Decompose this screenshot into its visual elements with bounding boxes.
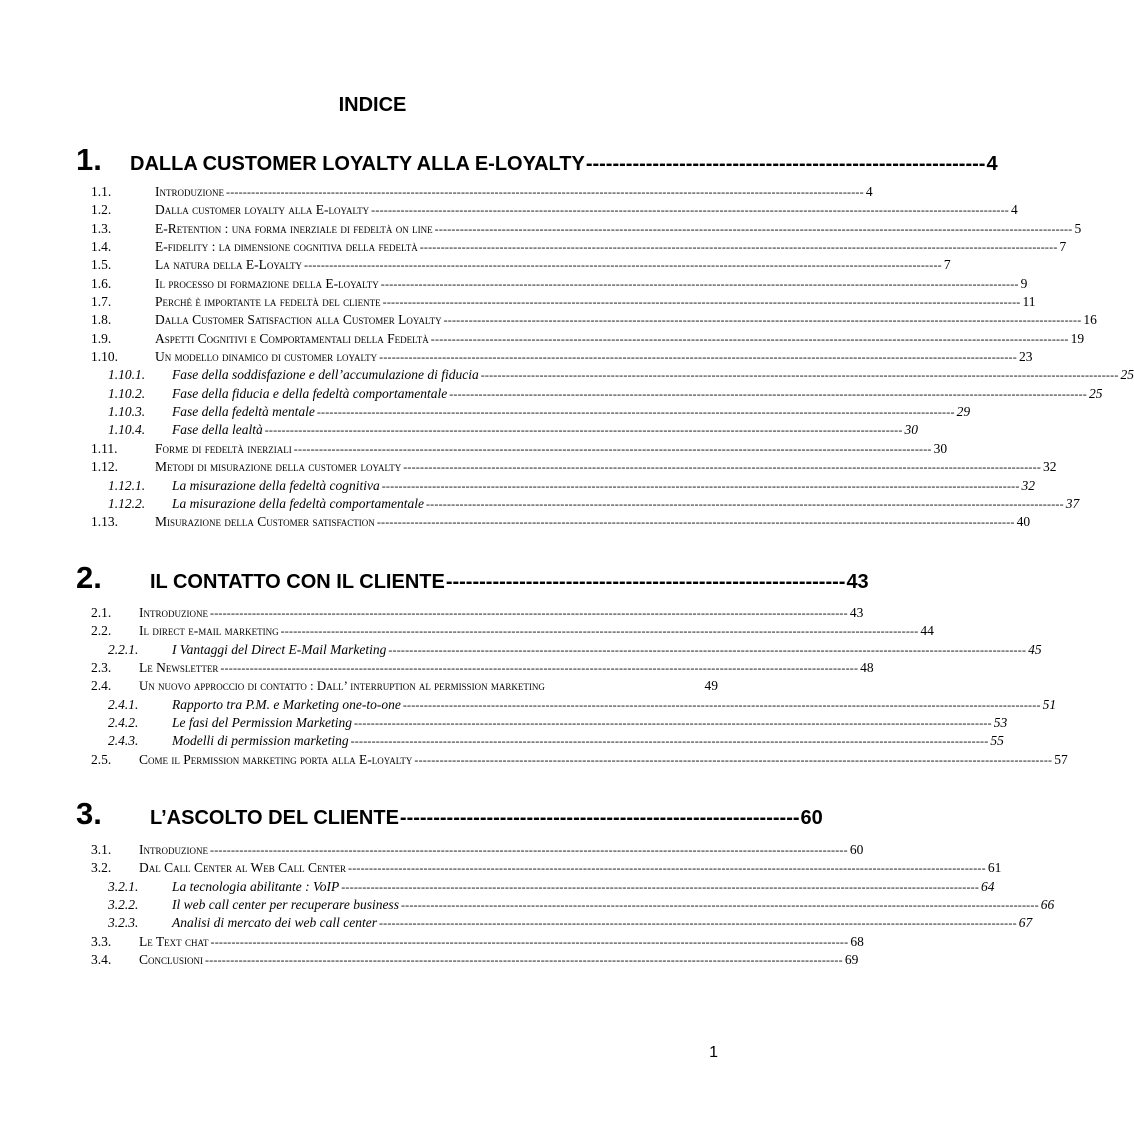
- toc-entry[interactable]: [91, 202, 1018, 220]
- entry-title: Analisi di mercato dei web call center: [172, 915, 377, 931]
- toc-entry[interactable]: [91, 459, 1057, 477]
- entry-number: 1.5.: [91, 257, 112, 273]
- toc-entry[interactable]: [91, 860, 1002, 878]
- entry-number: 1.2.: [91, 202, 112, 218]
- entry-title: Un nuovo approccio di contatto : Dall’ interruption al permission marketing: [139, 679, 545, 694]
- dot-leader: --------------------------------------------------------------------------------------------------------------------------------------------------------: [205, 953, 843, 968]
- dot-leader: --------------------------------------------------------------------------------------------------------------------------------------------------------: [264, 423, 903, 438]
- dot-leader: --------------------------------------------------------------------------------------------------------------------------------------------------------: [210, 843, 848, 857]
- toc-entry[interactable]: [91, 349, 1033, 367]
- entry-page: 32: [1021, 477, 1036, 493]
- entry-title: Rapporto tra P.M. e Marketing one-to-one: [172, 696, 401, 712]
- dot-leader: --------------------------------------------------------------------------------------------------------------------------------------------------------: [381, 478, 1020, 493]
- entry-page: 30: [904, 422, 919, 438]
- entry-title: Un modello dinamico di customer loyalty: [155, 349, 378, 365]
- entry-page: 51: [1042, 696, 1057, 712]
- entry-page: 55: [990, 733, 1004, 749]
- entry-number: 3.2.3.: [108, 915, 139, 931]
- entry-page: 16: [1083, 312, 1097, 328]
- entry-number: 3.1.: [91, 842, 112, 857]
- entry-title: Dal Call Center al Web Call Center: [139, 860, 346, 876]
- entry-title: La tecnologia abilitante : VoIP: [172, 878, 340, 894]
- toc-entry[interactable]: [91, 239, 1067, 257]
- dot-leader: --------------------------------------------------------------------------------------------------------------------------------------------------------: [400, 898, 1039, 913]
- entry-title: Fase della fedeltà mentale: [172, 404, 315, 420]
- dot-leader: --------------------------------------------------------------------------------------------------------------------------------------------------------: [382, 295, 1021, 310]
- entry-number: 3.2.2.: [108, 897, 139, 913]
- entry-title: Il web call center per recuperare business: [172, 897, 399, 913]
- entry-page: 9: [1020, 275, 1028, 291]
- dot-leader: --------------------------------------------------------------------------------------------------------------------------------------------------------: [371, 203, 1009, 218]
- dot-leader: --------------------------------------------------------------------------------------------------------------------------------------------------------: [304, 258, 942, 273]
- entry-title: Aspetti Cognitivi e Comportamentali della Fedeltà: [155, 330, 429, 346]
- entry-number: 1.10.: [91, 349, 118, 365]
- dot-leader: --------------------------------------------------------------------------------------------------------------------------------------------------------: [414, 752, 1053, 767]
- toc-subentry[interactable]: [91, 733, 1004, 751]
- entry-number: 1.10.3.: [108, 404, 146, 420]
- entry-number: 1.3.: [91, 220, 112, 236]
- entry-number: 1.12.2.: [108, 495, 146, 511]
- entry-number: 1.11.: [91, 440, 118, 456]
- dot-leader: --------------------------------------------------------------------------------------------------------------------------------------------------------: [350, 734, 989, 749]
- entry-page: 7: [1059, 239, 1067, 255]
- entry-number: 3.2.1.: [108, 878, 139, 894]
- entry-number: 3.4.: [91, 952, 112, 968]
- toc-entry[interactable]: [91, 294, 1036, 312]
- entry-number: 2.3.: [91, 660, 112, 676]
- toc-entry[interactable]: [91, 678, 718, 696]
- entry-title: I Vantaggi del Direct E-Mail Marketing: [172, 641, 387, 657]
- entry-page: 4: [1010, 202, 1018, 218]
- entry-page: 69: [844, 952, 859, 968]
- entry-title: Forme di fedeltà inerziali: [155, 440, 292, 456]
- dot-leader: --------------------------------------------------------------------------------------------------------------------------------------------------------: [316, 405, 955, 420]
- entry-page: 67: [1018, 915, 1033, 931]
- entry-page: 32: [1043, 459, 1057, 475]
- chapter-heading[interactable]: [76, 560, 869, 595]
- entry-page: 11: [1022, 294, 1036, 310]
- entry-number: 2.2.1.: [108, 641, 139, 657]
- entry-page: 19: [1070, 330, 1085, 346]
- toc-subentry[interactable]: [91, 915, 1033, 933]
- chapter-3-entries: [91, 842, 1055, 970]
- toc-entry[interactable]: [91, 514, 1031, 532]
- entry-page: 45: [1028, 641, 1042, 657]
- entry-title: La misurazione della fedeltà comportamentale: [172, 495, 424, 511]
- toc-entry[interactable]: [91, 312, 1097, 330]
- dot-leader: --------------------------------------------------------------------------------------------------------------------------------------------------------: [379, 350, 1017, 365]
- toc-subentry[interactable]: [91, 495, 1080, 514]
- chapter-number: 3.: [76, 796, 102, 831]
- entry-number: 2.4.1.: [108, 696, 139, 712]
- entry-page: 25: [1120, 367, 1134, 383]
- entry-title: Fase della soddisfazione e dell’accumulazione di fiducia: [172, 367, 479, 383]
- chapter-page: 43: [846, 571, 869, 593]
- entry-title: Misurazione della Customer satisfaction: [155, 514, 375, 530]
- dot-leader: --------------------------------------------------------------------------------------------------------------------------------------------------------: [380, 276, 1019, 291]
- entry-title: Metodi di misurazione della customer loyalty: [155, 459, 402, 475]
- entry-title: La misurazione della fedeltà cognitiva: [172, 477, 380, 493]
- dot-leader: --------------------------------------------------------------------------------------------------------------------------------------------------------: [378, 916, 1017, 931]
- toc-subentry[interactable]: [91, 715, 1008, 733]
- chapter-page: 60: [800, 807, 823, 829]
- dot-leader: --------------------------------------------------------------------------------------------------------------------------------------------------------: [480, 368, 1119, 383]
- chapter-1-entries: [91, 184, 1134, 533]
- chapter-2-entries: [91, 605, 1068, 770]
- entry-number: 1.9.: [91, 330, 112, 346]
- entry-number: 2.1.: [91, 605, 112, 620]
- entry-title: Conclusioni: [139, 952, 204, 968]
- entry-number: 2.2.: [91, 623, 112, 639]
- dot-leader: --------------------------------------------------------------------------------------------------------------------------------------------------------: [430, 331, 1069, 346]
- entry-page: 30: [933, 440, 948, 456]
- dot-leader: --------------------------------------------------------------------------------------------------------------------------------------------------------: [341, 879, 980, 894]
- entry-title: Introduzione: [155, 184, 224, 199]
- dot-leader: --------------------------------------------------------------------------------------------------------------------------------------------------------: [210, 606, 848, 620]
- entry-title: Le Text chat: [139, 933, 209, 949]
- entry-title: Introduzione: [139, 605, 208, 620]
- entry-page: 25: [1089, 385, 1103, 401]
- chapter-page: 4: [986, 153, 998, 175]
- toc-entry[interactable]: [91, 933, 864, 952]
- entry-page: 61: [987, 860, 1002, 876]
- entry-number: 1.12.: [91, 459, 118, 475]
- entry-title: Fase della fiducia e della fedeltà comportamentale: [172, 385, 448, 401]
- entry-number: 1.6.: [91, 275, 112, 291]
- entry-page: 37: [1065, 495, 1080, 511]
- entry-page: 57: [1054, 751, 1068, 767]
- toc-subentry[interactable]: [91, 404, 971, 422]
- entry-page: 43: [849, 605, 864, 620]
- entry-title: Perché è importante la fedeltà del cliente: [155, 294, 381, 310]
- chapter-title: DALLA CUSTOMER LOYALTY ALLA E-LOYALTY: [130, 153, 585, 175]
- entry-title: Introduzione: [139, 842, 208, 857]
- entry-number: 1.13.: [91, 514, 118, 530]
- entry-page: 29: [956, 404, 971, 420]
- entry-title: Le fasi del Permission Marketing: [172, 715, 352, 731]
- entry-title: Il direct e-mail marketing: [139, 623, 279, 639]
- dot-leader: --------------------------------------------------------------------------------------------------------------------------------------------------------: [353, 716, 992, 731]
- entry-title: E-Retention : una forma inerziale di fedeltà on line: [155, 220, 433, 236]
- toc-entry[interactable]: [91, 330, 1085, 349]
- toc-entry[interactable]: [91, 751, 1068, 770]
- dot-leader: --------------------------------------------------------------------------------------------------------------------------------------------------------: [210, 934, 849, 949]
- entry-number: 1.1.: [91, 184, 112, 199]
- dot-leader: --------------------------------------------------------------------------------------------------------------------------------------------------------: [443, 313, 1082, 328]
- entry-number: 2.4.3.: [108, 733, 139, 749]
- entry-page: 60: [849, 842, 864, 857]
- chapter-heading[interactable]: [76, 796, 823, 831]
- entry-number: 1.10.1.: [108, 367, 146, 383]
- toc-subentry[interactable]: [91, 422, 919, 440]
- chapter-title: L’ASCOLTO DEL CLIENTE: [150, 807, 399, 829]
- entry-number: 1.8.: [91, 312, 112, 328]
- entry-page: 64: [981, 878, 995, 894]
- dot-leader: ------------------------------------------------------------: [585, 153, 986, 175]
- dot-leader: --------------------------------------------------------------------------------------------------------------------------------------------------------: [376, 515, 1015, 530]
- entry-page: 23: [1018, 349, 1033, 365]
- entry-number: 2.4.2.: [108, 715, 139, 731]
- entry-title: Le Newsletter: [139, 660, 219, 676]
- dot-leader: --------------------------------------------------------------------------------------------------------------------------------------------------------: [280, 624, 919, 639]
- entry-title: Dalla customer loyalty alla E-loyalty: [155, 202, 370, 218]
- toc-entry[interactable]: [91, 660, 874, 678]
- entry-title: Modelli di permission marketing: [172, 733, 349, 749]
- dot-leader: --------------------------------------------------------------------------------------------------------------------------------------------------------: [226, 185, 864, 199]
- entry-page: 7: [943, 257, 951, 273]
- toc-entry[interactable]: [91, 605, 864, 623]
- entry-number: 3.2.: [91, 860, 112, 876]
- toc-entry[interactable]: [91, 440, 948, 459]
- toc-subentry[interactable]: [91, 696, 1057, 715]
- toc-entry[interactable]: [91, 257, 951, 275]
- entry-number: 1.4.: [91, 239, 112, 255]
- dot-leader: --------------------------------------------------------------------------------------------------------------------------------------------------------: [449, 386, 1087, 401]
- toc-entry[interactable]: [91, 220, 1082, 239]
- dot-leader: ------------------------------------------------------------: [445, 571, 846, 593]
- page-title: INDICE: [338, 94, 407, 116]
- entry-page: 48: [860, 660, 874, 676]
- chapter-number: 1.: [76, 142, 102, 177]
- entry-number: 1.10.2.: [108, 385, 146, 401]
- toc-entry[interactable]: [91, 275, 1028, 294]
- toc-entry[interactable]: [91, 842, 864, 860]
- toc-subentry[interactable]: [91, 477, 1036, 496]
- toc-entry[interactable]: [91, 184, 873, 202]
- entry-page: 4: [865, 184, 873, 199]
- entry-number: 2.4.: [91, 678, 112, 694]
- entry-page: 68: [850, 933, 864, 949]
- entry-number: 1.12.1.: [108, 477, 146, 493]
- toc-subentry[interactable]: [91, 878, 995, 897]
- entry-title: Fase della lealtà: [172, 422, 263, 438]
- dot-leader: --------------------------------------------------------------------------------------------------------------------------------------------------------: [402, 697, 1041, 712]
- dot-leader: --------------------------------------------------------------------------------------------------------------------------------------------------------: [419, 240, 1058, 255]
- entry-number: 3.3.: [91, 933, 112, 949]
- entry-title: Come il Permission marketing porta alla E-loyalty: [139, 751, 413, 767]
- dot-leader: --------------------------------------------------------------------------------------------------------------------------------------------------------: [220, 661, 859, 676]
- dot-leader: --------------------------------------------------------------------------------------------------------------------------------------------------------: [348, 861, 986, 876]
- toc-subentry[interactable]: [91, 897, 1055, 915]
- chapter-heading[interactable]: [76, 142, 998, 177]
- entry-page: 5: [1074, 220, 1082, 236]
- page-number: 1: [709, 1044, 718, 1061]
- chapter-title: IL CONTATTO CON IL CLIENTE: [150, 571, 445, 593]
- dot-leader: --------------------------------------------------------------------------------------------------------------------------------------------------------: [388, 642, 1027, 657]
- chapter-number: 2.: [76, 560, 102, 595]
- entry-page: 53: [993, 715, 1008, 731]
- entry-page: 49: [704, 678, 718, 694]
- entry-page: 44: [920, 623, 934, 639]
- entry-page: 66: [1040, 897, 1055, 913]
- toc-subentry[interactable]: [91, 367, 1134, 385]
- toc-subentry[interactable]: [91, 385, 1103, 404]
- toc-entry[interactable]: [91, 952, 859, 970]
- entry-number: 1.10.4.: [108, 422, 146, 438]
- dot-leader: --------------------------------------------------------------------------------------------------------------------------------------------------------: [403, 460, 1042, 475]
- dot-leader: ------------------------------------------------------------: [399, 807, 800, 829]
- entry-page: 40: [1016, 514, 1031, 530]
- entry-title: Il processo di formazione della E-loyalty: [155, 275, 379, 291]
- entry-number: 2.5.: [91, 751, 112, 767]
- toc-entry[interactable]: [91, 623, 934, 641]
- toc-subentry[interactable]: [91, 641, 1042, 660]
- entry-number: 1.7.: [91, 294, 112, 310]
- dot-leader: --------------------------------------------------------------------------------------------------------------------------------------------------------: [293, 441, 932, 456]
- entry-title: Dalla Customer Satisfaction alla Customer Loyalty: [155, 312, 442, 328]
- entry-title: La natura della E-Loyalty: [155, 257, 303, 273]
- dot-leader: --------------------------------------------------------------------------------------------------------------------------------------------------------: [434, 221, 1073, 236]
- entry-title: E-fidelity : la dimensione cognitiva della fedeltà: [155, 239, 418, 255]
- dot-leader: --------------------------------------------------------------------------------------------------------------------------------------------------------: [425, 496, 1064, 511]
